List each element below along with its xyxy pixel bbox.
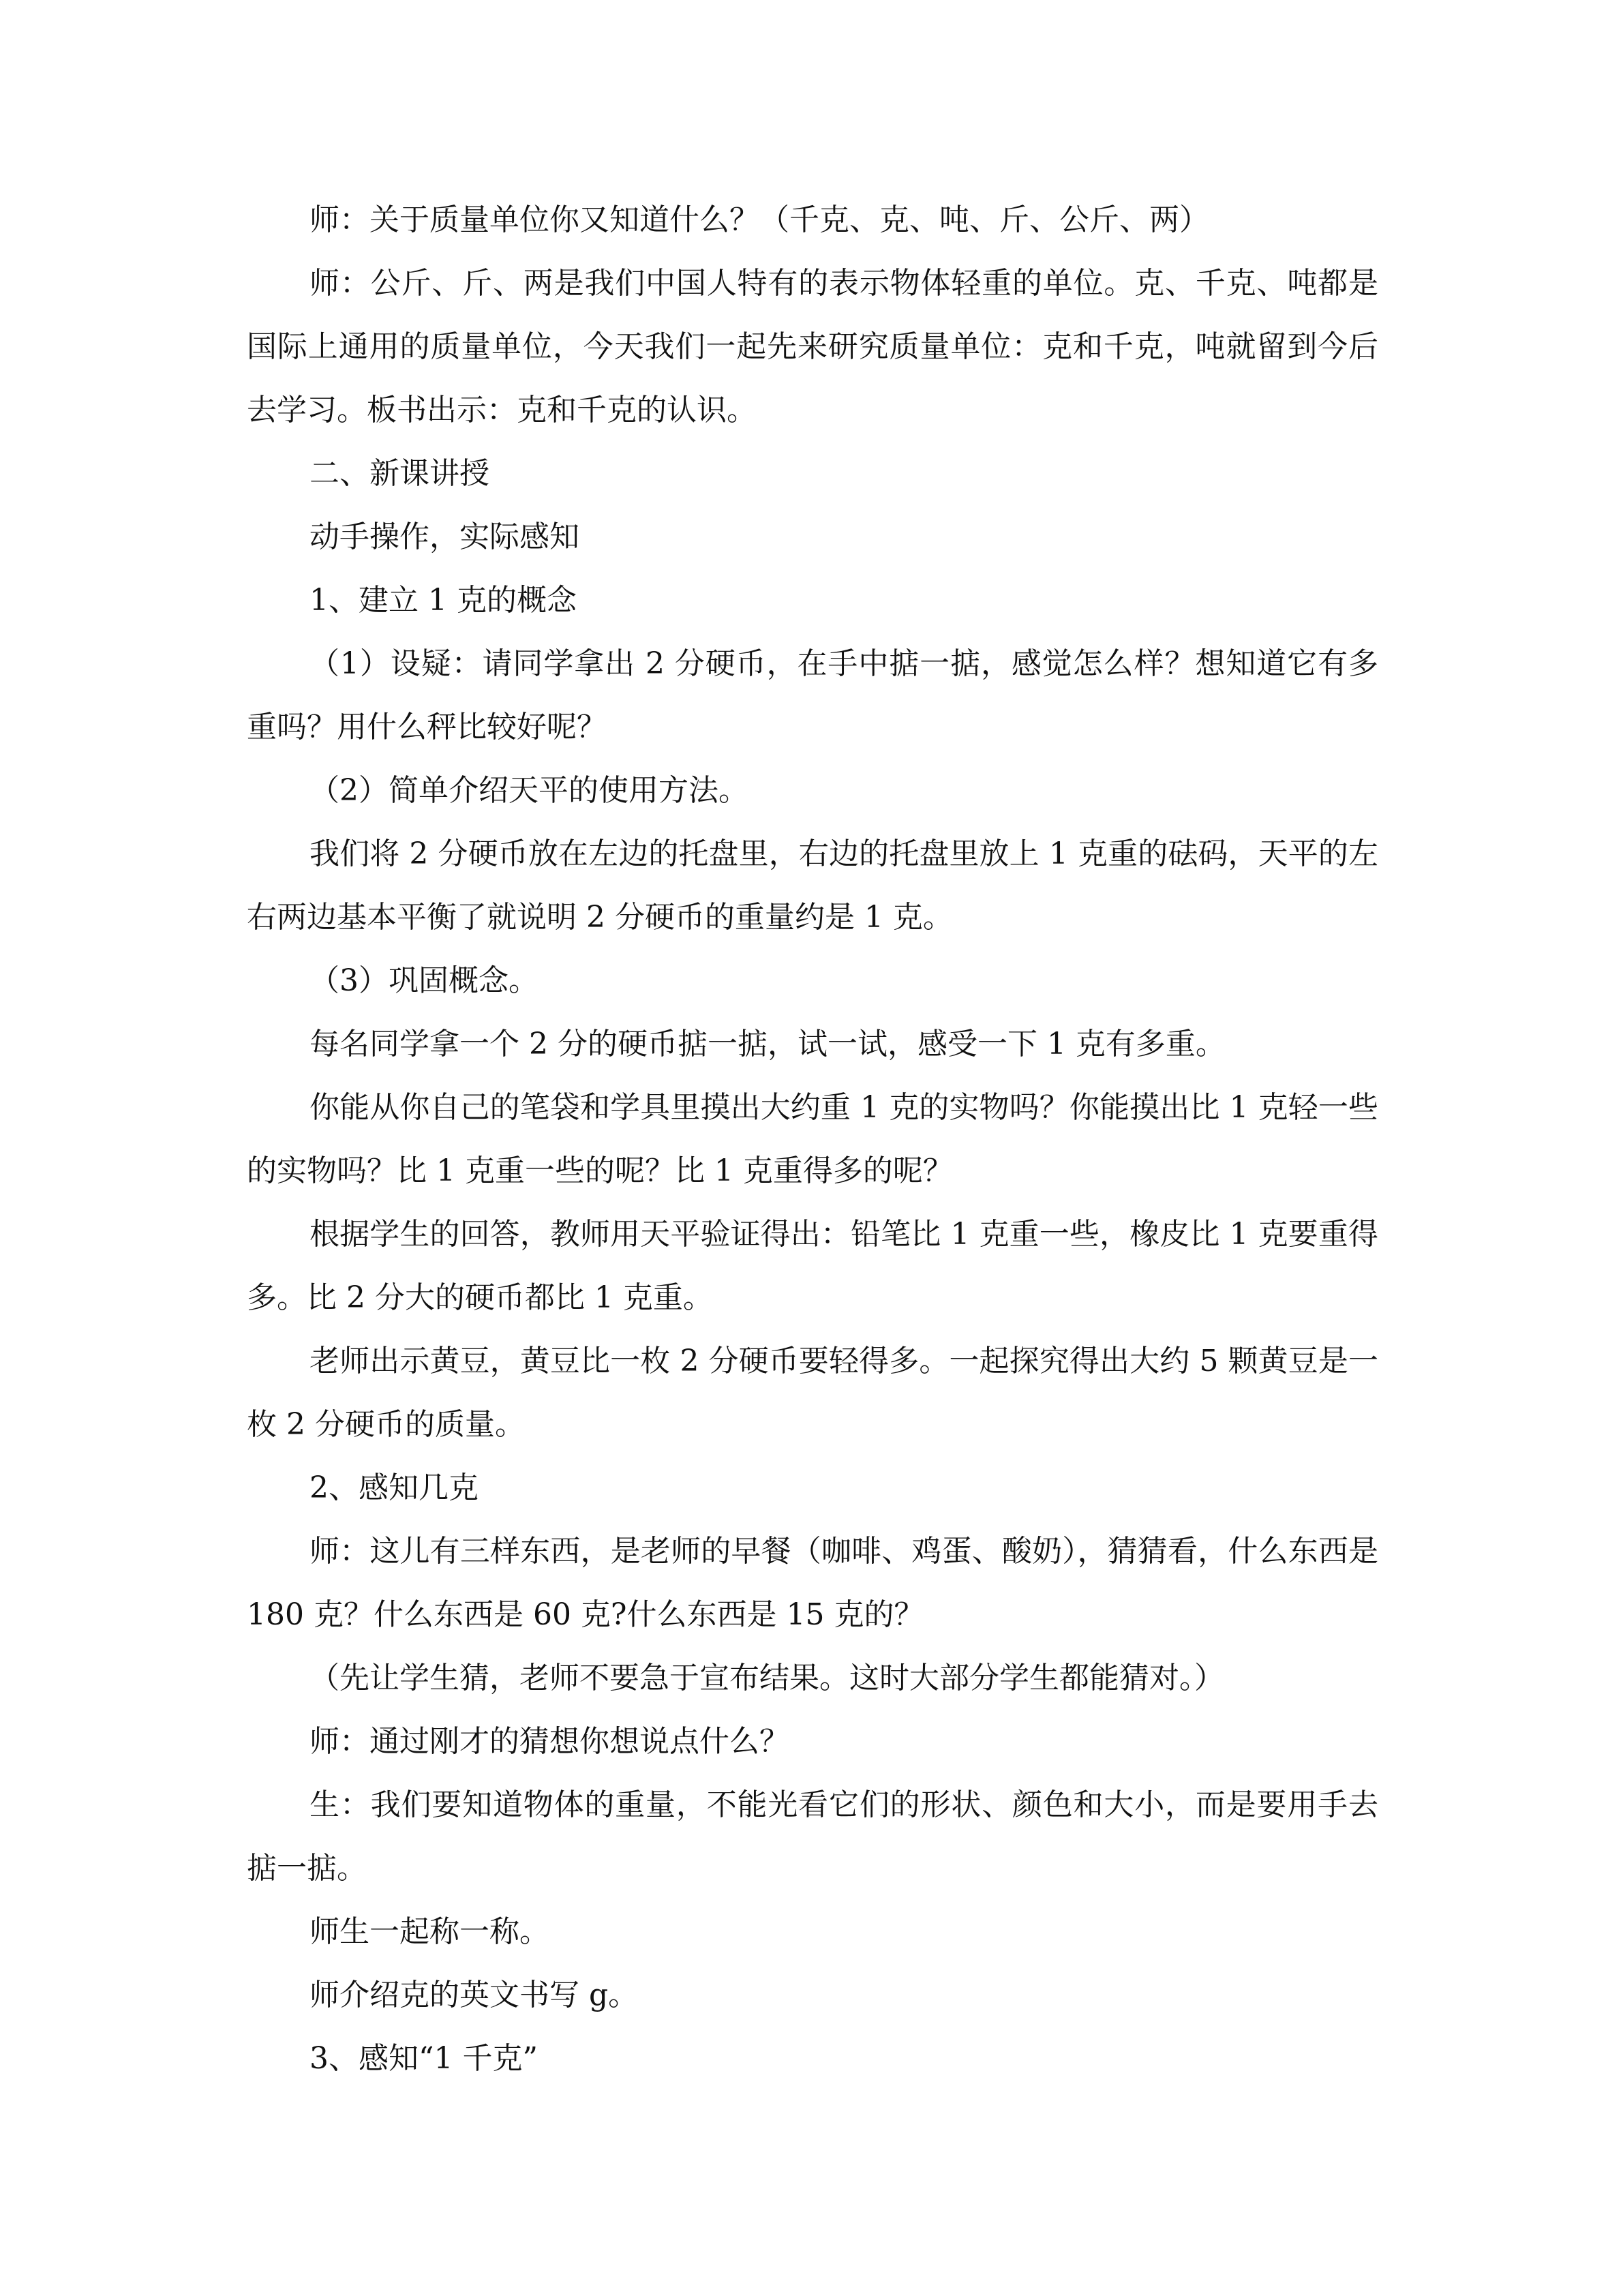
paragraph: （先让学生猜，老师不要急于宣布结果。这时大部分学生都能猜对。） (309, 1661, 1224, 1695)
item-heading: 2、感知几克 (309, 1470, 479, 1505)
paragraph: （2）简单介绍天平的使用方法。 (309, 773, 748, 808)
paragraph: 师：这儿有三样东西，是老师的早餐（咖啡、鸡蛋、酸奶），猜猜看，什么东西是 180 克？什么东西是 60 克?什么东西是 15 克的？ (247, 1534, 1378, 1632)
paragraph: 我们将 2 分硬币放在左边的托盘里，右边的托盘里放上 1 克重的砝码，天平的左右两边基本平衡了就说明 2 分硬币的重量约是 1 克。 (247, 836, 1378, 935)
paragraph: 老师出示黄豆，黄豆比一枚 2 分硬币要轻得多。一起探究得出大约 5 颗黄豆是一枚 2 分硬币的质量。 (247, 1344, 1378, 1442)
paragraph: 师介绍克的英文书写 g。 (309, 1978, 639, 2012)
item-heading: 1、建立 1 克的概念 (309, 583, 577, 618)
paragraph: （1）设疑：请同学拿出 2 分硬币，在手中掂一掂，感觉怎么样？想知道它有多重吗？用什么秤比较好呢？ (247, 646, 1378, 744)
paragraph: 生：我们要知道物体的重量，不能光看它们的形状、颜色和大小，而是要用手去掂一掂。 (247, 1787, 1378, 1886)
paragraph: 师：关于质量单位你又知道什么？（千克、克、吨、斤、公斤、两） (309, 202, 1209, 237)
paragraph: 师：公斤、斤、两是我们中国人特有的表示物体轻重的单位。克、千克、吨都是国际上通用的质量单位，今天我们一起先来研究质量单位：克和千克，吨就留到今后去学习。板书出示：克和千克的认识。 (247, 266, 1378, 427)
section-heading: 二、新课讲授 (309, 456, 489, 491)
item-heading: 3、感知“1 千克” (309, 2041, 538, 2076)
document-body (247, 188, 1378, 2090)
paragraph: （3）巩固概念。 (309, 963, 539, 998)
paragraph: 根据学生的回答，教师用天平验证得出：铅笔比 1 克重一些，橡皮比 1 克要重得多。比 2 分大的硬币都比 1 克重。 (247, 1217, 1378, 1315)
subsection-heading: 动手操作，实际感知 (309, 519, 579, 554)
paragraph: 师：通过刚才的猜想你想说点什么？ (309, 1724, 789, 1759)
paragraph: 你能从你自己的笔袋和学具里摸出大约重 1 克的实物吗？你能摸出比 1 克轻一些的实物吗？比 1 克重一些的呢？比 1 克重得多的呢？ (247, 1090, 1378, 1188)
paragraph: 每名同学拿一个 2 分的硬币掂一掂，试一试，感受一下 1 克有多重。 (309, 1027, 1226, 1061)
paragraph: 师生一起称一称。 (309, 1914, 549, 1949)
